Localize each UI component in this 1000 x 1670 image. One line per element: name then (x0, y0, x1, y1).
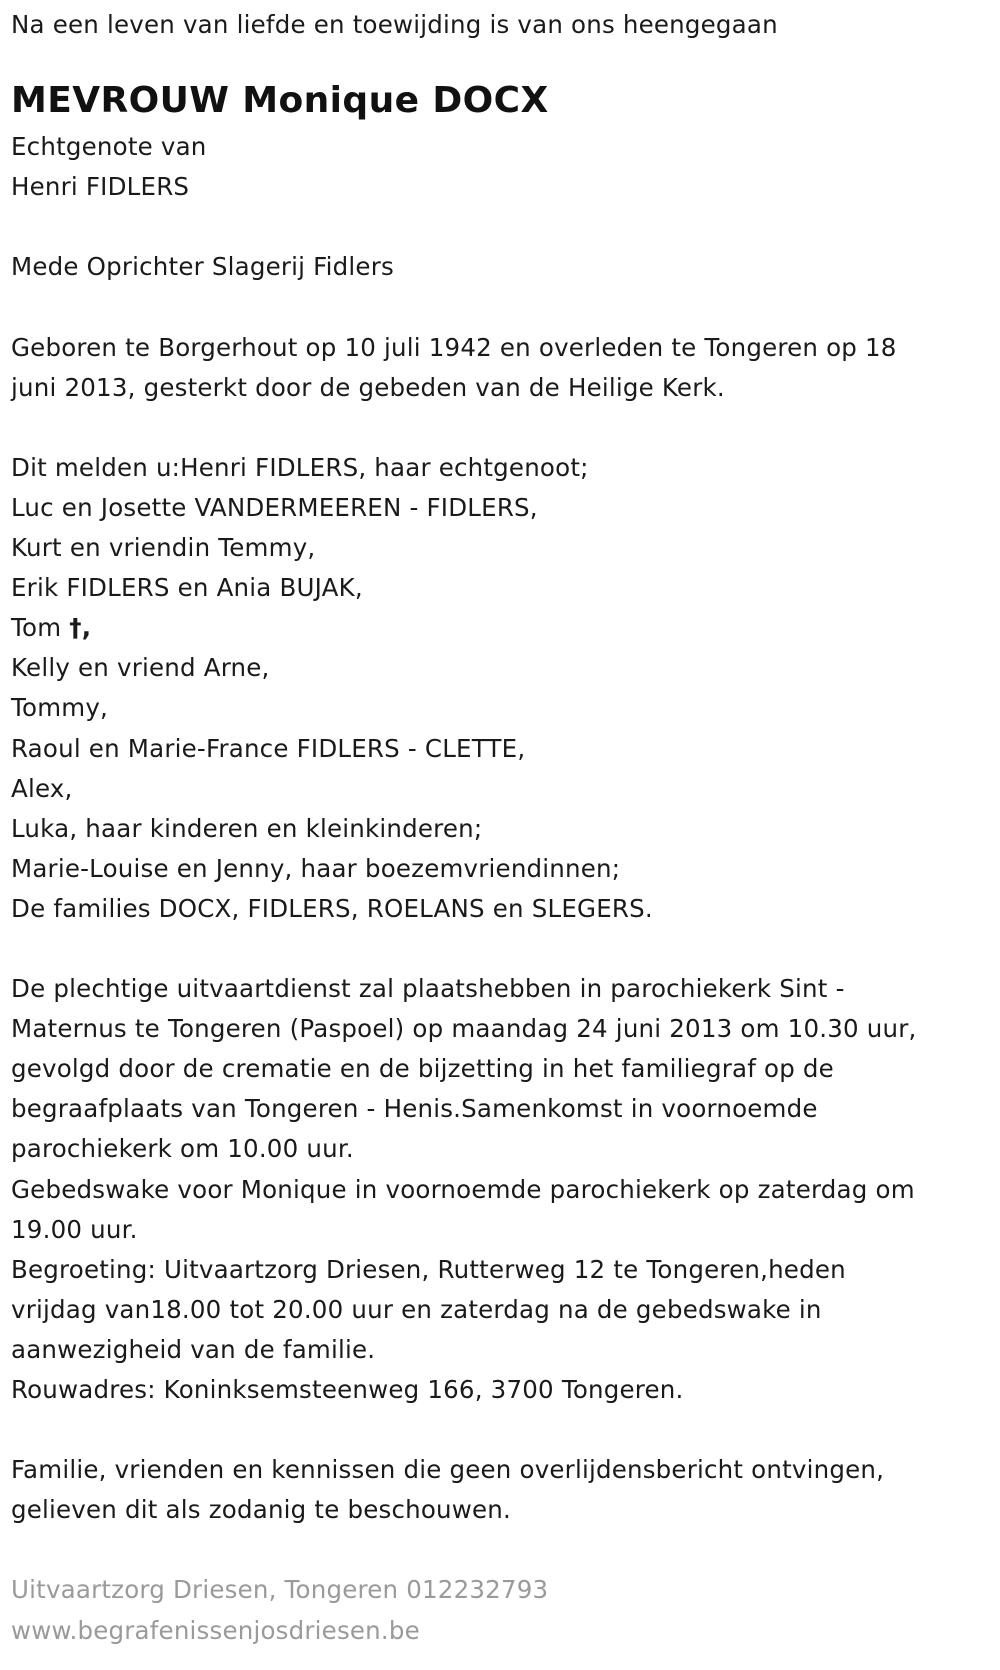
service-line: aanwezigheid van de familie. (11, 1334, 376, 1364)
family-line: Kelly en vriend Arne, (11, 653, 270, 683)
family-line: Luka, haar kinderen en kleinkinderen; (11, 813, 483, 843)
family-member-name: Tom (11, 613, 62, 643)
family-line: Raoul en Marie-France FIDLERS - CLETTE, (11, 733, 526, 763)
service-line: Rouwadres: Koninksemsteenweg 166, 3700 Tongeren. (11, 1375, 684, 1404)
family-line: Tommy, (11, 693, 109, 723)
family-line: Alex, (11, 773, 73, 803)
spacer (11, 207, 991, 247)
family-line: Dit melden u:Henri FIDLERS, haar echtgenoot; (11, 452, 589, 482)
service-line: De plechtige uitvaartdienst zal plaatshebben in parochiekerk Sint - (11, 974, 845, 1004)
service-line: 19.00 uur. (11, 1214, 138, 1244)
obituary-notice (11, 5, 991, 1651)
birth-death-line: juni 2013, gesterkt door de gebeden van de Heilige Kerk. (11, 372, 725, 402)
spacer (11, 408, 991, 448)
service-line: begraafplaats van Tongeren - Henis.Samenkomst in voornoemde (11, 1094, 818, 1124)
family-line-tom (11, 608, 991, 648)
closing-line: Familie, vrienden en kennissen die geen overlijdensbericht ontvingen, (11, 1455, 885, 1485)
role-text: Mede Oprichter Slagerij Fidlers (11, 252, 394, 282)
family-line: De families DOCX, FIDLERS, ROELANS en SLEGERS. (11, 893, 653, 923)
intro-text: Na een leven van liefde en toewijding is van ons heengegaan (11, 10, 778, 39)
service-line: Maternus te Tongeren (Paspoel) op maandag 24 juni 2013 om 10.30 uur, (11, 1014, 917, 1044)
service-line: parochiekerk om 10.00 uur. (11, 1134, 354, 1164)
website-link[interactable]: www.begrafenissenjosdriesen.be (11, 1615, 420, 1645)
service-line: Gebedswake voor Monique in voornoemde parochiekerk op zaterdag om (11, 1174, 915, 1204)
family-line: Luc en Josette VANDERMEEREN - FIDLERS, (11, 492, 538, 522)
spouse-name: Henri FIDLERS (11, 172, 190, 202)
family-line: Kurt en vriendin Temmy, (11, 533, 316, 563)
spacer (11, 1530, 991, 1570)
service-line: gevolgd door de crematie en de bijzetting in het familiegraf op de (11, 1054, 834, 1084)
spacer (11, 1410, 991, 1450)
closing-line: gelieven dit als zodanig te beschouwen. (11, 1495, 512, 1525)
deceased-name: MEVROUW Monique DOCX (11, 80, 549, 122)
spouse-label: Echtgenote van (11, 132, 207, 162)
service-line: vrijdag van18.00 tot 20.00 uur en zaterdag na de gebedswake in (11, 1294, 822, 1324)
service-line: Begroeting: Uitvaartzorg Driesen, Rutterweg 12 te Tongeren,heden (11, 1254, 846, 1284)
funeral-home-info: Uitvaartzorg Driesen, Tongeren 012232793 (11, 1575, 549, 1605)
family-line: Erik FIDLERS en Ania BUJAK, (11, 573, 363, 603)
birth-death-line: Geboren te Borgerhout op 10 juli 1942 en overleden te Tongeren op 18 (11, 332, 897, 362)
spacer (11, 287, 991, 327)
cross-icon: †, (69, 613, 92, 643)
spacer (11, 929, 991, 969)
family-line: Marie-Louise en Jenny, haar boezemvriendinnen; (11, 853, 621, 883)
